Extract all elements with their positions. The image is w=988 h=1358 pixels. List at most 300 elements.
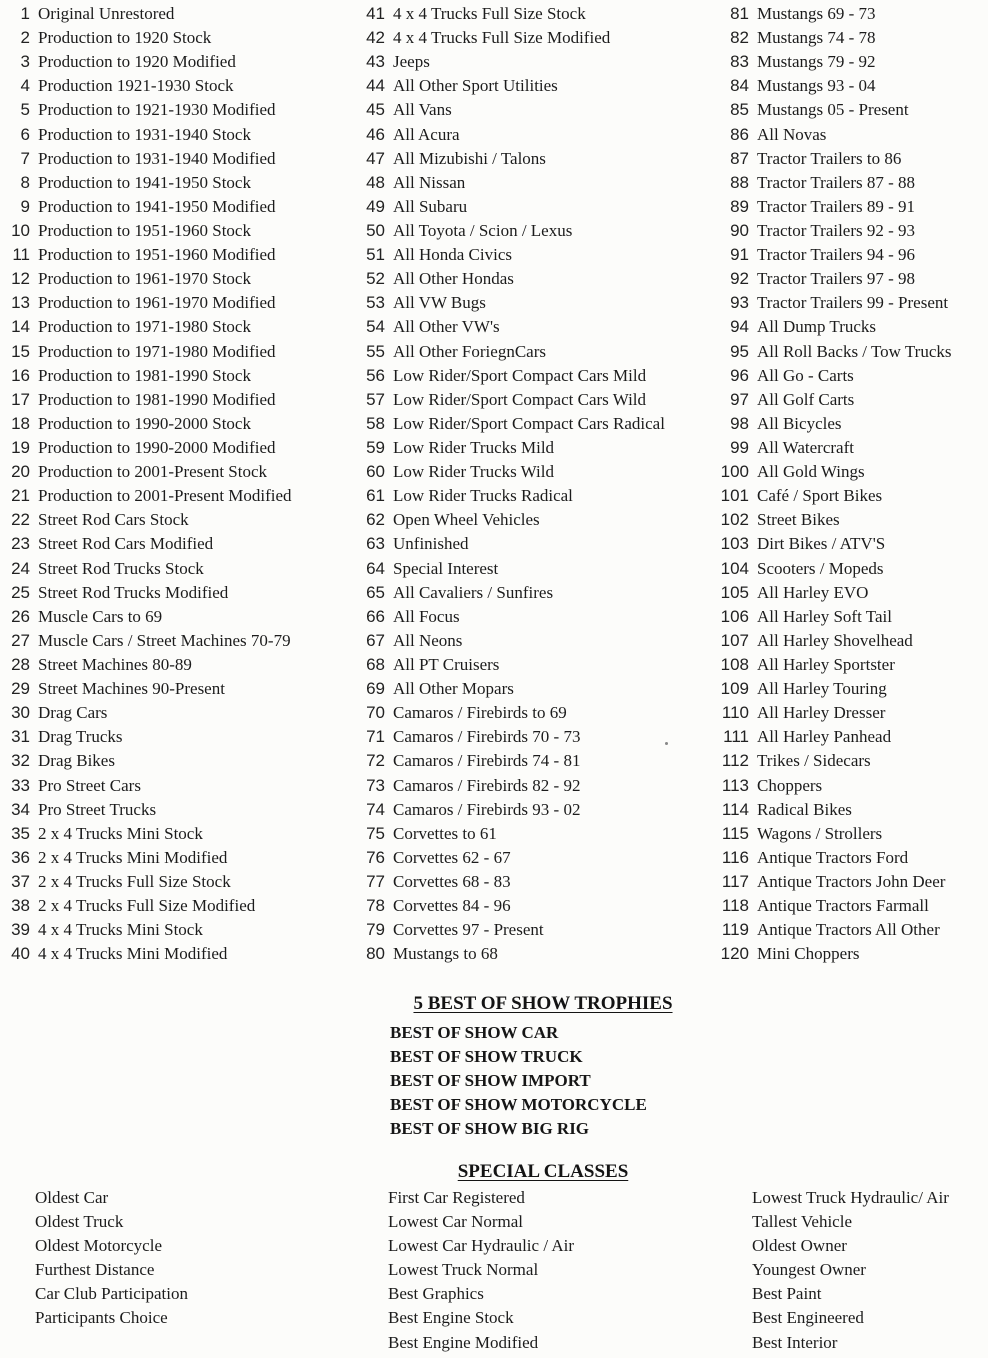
class-label: Street Bikes bbox=[757, 510, 840, 530]
class-row bbox=[6, 2, 292, 26]
class-row bbox=[705, 195, 952, 219]
class-number: 50 bbox=[366, 220, 385, 240]
class-row bbox=[357, 557, 665, 581]
class-row bbox=[6, 267, 292, 291]
class-row bbox=[6, 870, 292, 894]
class-row bbox=[6, 894, 292, 918]
class-number: 13 bbox=[11, 293, 30, 313]
class-row bbox=[6, 436, 292, 460]
class-number: 79 bbox=[366, 920, 385, 940]
class-row bbox=[357, 508, 665, 532]
special-class-item: Lowest Car Hydraulic / Air bbox=[388, 1236, 575, 1256]
class-label: Jeeps bbox=[393, 52, 430, 72]
class-number: 8 bbox=[20, 172, 30, 192]
class-number: 91 bbox=[730, 245, 749, 265]
class-label: Low Rider Trucks Radical bbox=[393, 486, 573, 506]
class-number: 19 bbox=[11, 437, 30, 457]
class-number: 75 bbox=[366, 823, 385, 843]
class-number: 85 bbox=[730, 100, 749, 120]
class-label: All Harley Shovelhead bbox=[757, 630, 913, 650]
class-number: 68 bbox=[366, 654, 385, 674]
class-number: 46 bbox=[366, 124, 385, 144]
class-number: 61 bbox=[366, 486, 385, 506]
class-number: 14 bbox=[11, 317, 30, 337]
class-number: 106 bbox=[720, 606, 749, 626]
class-number: 10 bbox=[11, 220, 30, 240]
class-label: Street Rod Cars Modified bbox=[38, 534, 214, 554]
class-label: Mini Choppers bbox=[757, 944, 860, 964]
class-label: Pro Street Cars bbox=[38, 775, 141, 795]
class-label: All Other ForiegnCars bbox=[393, 341, 546, 361]
class-label: Tractor Trailers 87 - 88 bbox=[757, 172, 916, 192]
class-label: Low Rider Trucks Mild bbox=[393, 437, 555, 457]
class-label: Street Rod Cars Stock bbox=[38, 510, 189, 530]
trophy-item: BEST OF SHOW IMPORT bbox=[390, 1071, 591, 1091]
class-number: 4 bbox=[20, 76, 30, 96]
class-row bbox=[705, 532, 952, 556]
class-row bbox=[6, 508, 292, 532]
class-row bbox=[357, 846, 665, 870]
class-label: All PT Cruisers bbox=[393, 654, 500, 674]
class-row bbox=[357, 701, 665, 725]
best-of-show-trophy-list bbox=[390, 1021, 647, 1141]
class-number: 84 bbox=[730, 76, 749, 96]
class-number: 65 bbox=[366, 582, 385, 602]
class-label: Muscle Cars / Street Machines 70-79 bbox=[38, 630, 291, 650]
class-label: Tractor Trailers 92 - 93 bbox=[757, 220, 916, 240]
class-label: Wagons / Strollers bbox=[757, 823, 883, 843]
class-row bbox=[6, 629, 292, 653]
class-row bbox=[6, 364, 292, 388]
class-number: 72 bbox=[366, 751, 385, 771]
class-number: 44 bbox=[366, 76, 385, 96]
class-row bbox=[357, 364, 665, 388]
class-number: 76 bbox=[366, 847, 385, 867]
class-label: All Toyota / Scion / Lexus bbox=[393, 220, 573, 240]
class-row bbox=[705, 74, 952, 98]
class-number: 17 bbox=[11, 389, 30, 409]
class-label: All Harley Touring bbox=[757, 679, 887, 699]
class-row bbox=[705, 942, 952, 966]
class-number: 80 bbox=[366, 944, 385, 964]
class-label: Production to 1931-1940 Stock bbox=[38, 124, 251, 144]
class-label: All Go - Carts bbox=[757, 365, 854, 385]
class-row bbox=[705, 2, 952, 26]
class-number: 112 bbox=[721, 751, 749, 771]
special-class-item: Best Graphics bbox=[388, 1284, 484, 1304]
class-row bbox=[357, 340, 665, 364]
class-number: 55 bbox=[366, 341, 385, 361]
class-label: Production 1921-1930 Stock bbox=[38, 76, 234, 96]
class-number: 48 bbox=[366, 172, 385, 192]
class-number: 3 bbox=[20, 52, 30, 72]
class-row bbox=[357, 436, 665, 460]
class-row bbox=[705, 219, 952, 243]
special-classes-column-1 bbox=[35, 1186, 188, 1331]
class-number: 1 bbox=[20, 4, 30, 23]
class-number: 116 bbox=[721, 847, 749, 867]
class-row bbox=[705, 605, 952, 629]
class-row bbox=[6, 581, 292, 605]
special-class-item: First Car Registered bbox=[388, 1188, 525, 1207]
class-number: 41 bbox=[366, 4, 385, 23]
class-label: Production to 1920 Stock bbox=[38, 28, 212, 48]
class-number: 105 bbox=[720, 582, 749, 602]
class-row bbox=[357, 918, 665, 942]
class-label: Drag Cars bbox=[38, 703, 108, 723]
class-number: 27 bbox=[11, 630, 30, 650]
class-number: 77 bbox=[366, 871, 385, 891]
class-row bbox=[357, 605, 665, 629]
class-label: All Neons bbox=[393, 630, 463, 650]
class-label: Low Rider/Sport Compact Cars Radical bbox=[393, 413, 665, 433]
special-class-item: Youngest Owner bbox=[752, 1260, 866, 1280]
class-number: 113 bbox=[721, 775, 749, 795]
class-row bbox=[6, 147, 292, 171]
class-row bbox=[357, 50, 665, 74]
class-row bbox=[705, 774, 952, 798]
class-number: 64 bbox=[366, 558, 385, 578]
class-number: 66 bbox=[366, 606, 385, 626]
special-class-item: Oldest Truck bbox=[35, 1212, 124, 1232]
class-number: 32 bbox=[11, 751, 30, 771]
class-label: Camaros / Firebirds 70 - 73 bbox=[393, 727, 581, 747]
class-row bbox=[705, 677, 952, 701]
class-label: All Mizubishi / Talons bbox=[393, 148, 546, 168]
class-number: 97 bbox=[730, 389, 749, 409]
class-number: 9 bbox=[20, 196, 30, 216]
class-label: Antique Tractors Ford bbox=[757, 847, 909, 867]
class-number: 7 bbox=[20, 148, 30, 168]
class-row bbox=[6, 315, 292, 339]
class-row bbox=[6, 942, 292, 966]
class-row bbox=[357, 171, 665, 195]
class-row bbox=[6, 605, 292, 629]
class-row bbox=[357, 412, 665, 436]
special-classes-title: SPECIAL CLASSES bbox=[457, 1161, 629, 1182]
class-number: 24 bbox=[11, 558, 30, 578]
class-number: 120 bbox=[720, 944, 749, 964]
class-label: 4 x 4 Trucks Mini Modified bbox=[38, 944, 228, 964]
class-list-column-2 bbox=[357, 2, 665, 966]
class-row bbox=[357, 725, 665, 749]
class-label: Low Rider/Sport Compact Cars Wild bbox=[393, 389, 647, 409]
special-classes-column-3 bbox=[752, 1186, 949, 1355]
class-label: Production to 1961-1970 Stock bbox=[38, 269, 251, 289]
class-label: All Harley Sportster bbox=[757, 654, 895, 674]
class-label: Tractor Trailers 99 - Present bbox=[757, 293, 949, 313]
special-classes-column-2 bbox=[388, 1186, 574, 1355]
class-label: Production to 1990-2000 Modified bbox=[38, 437, 276, 457]
class-label: Production to 1941-1950 Modified bbox=[38, 196, 276, 216]
class-row bbox=[705, 846, 952, 870]
class-row bbox=[6, 291, 292, 315]
class-row bbox=[6, 653, 292, 677]
class-label: Tractor Trailers 97 - 98 bbox=[757, 269, 916, 289]
class-row bbox=[357, 798, 665, 822]
class-row bbox=[6, 26, 292, 50]
class-number: 111 bbox=[723, 727, 749, 747]
trophy-item: BEST OF SHOW MOTORCYCLE bbox=[390, 1095, 647, 1115]
class-label: 2 x 4 Trucks Mini Stock bbox=[38, 823, 203, 843]
class-row bbox=[705, 412, 952, 436]
class-number: 42 bbox=[366, 28, 385, 48]
class-number: 87 bbox=[730, 148, 749, 168]
class-number: 67 bbox=[366, 630, 385, 650]
class-number: 98 bbox=[730, 413, 749, 433]
class-row bbox=[357, 195, 665, 219]
class-label: Mustangs 05 - Present bbox=[757, 100, 909, 120]
special-class-item: Best Interior bbox=[752, 1332, 838, 1352]
class-row bbox=[6, 123, 292, 147]
class-number: 35 bbox=[11, 823, 30, 843]
class-row bbox=[6, 50, 292, 74]
class-label: Mustangs 79 - 92 bbox=[757, 52, 876, 72]
class-number: 26 bbox=[11, 606, 30, 626]
class-label: All Nissan bbox=[393, 172, 466, 192]
special-class-item: Lowest Truck Hydraulic/ Air bbox=[752, 1188, 949, 1207]
class-label: Corvettes 62 - 67 bbox=[393, 847, 511, 867]
special-class-item: Oldest Car bbox=[35, 1188, 109, 1207]
class-row bbox=[705, 171, 952, 195]
class-row bbox=[357, 629, 665, 653]
class-number: 95 bbox=[730, 341, 749, 361]
class-label: Tractor Trailers 89 - 91 bbox=[757, 196, 916, 216]
class-label: Antique Tractors Farmall bbox=[757, 896, 929, 916]
class-label: Production to 1981-1990 Stock bbox=[38, 365, 251, 385]
class-label: Low Rider Trucks Wild bbox=[393, 462, 554, 482]
special-class-item: Furthest Distance bbox=[35, 1260, 155, 1280]
class-row bbox=[357, 291, 665, 315]
class-number: 89 bbox=[730, 196, 749, 216]
class-number: 81 bbox=[730, 4, 749, 23]
class-row bbox=[705, 340, 952, 364]
class-row bbox=[6, 701, 292, 725]
class-number: 69 bbox=[366, 679, 385, 699]
class-number: 29 bbox=[11, 679, 30, 699]
class-label: Production to 1971-1980 Modified bbox=[38, 341, 276, 361]
class-number: 23 bbox=[11, 534, 30, 554]
class-label: Street Rod Trucks Stock bbox=[38, 558, 204, 578]
class-label: All Vans bbox=[393, 100, 452, 120]
class-number: 70 bbox=[366, 703, 385, 723]
class-row bbox=[705, 26, 952, 50]
class-number: 53 bbox=[366, 293, 385, 313]
trophy-item: BEST OF SHOW TRUCK bbox=[390, 1047, 583, 1067]
class-number: 92 bbox=[730, 269, 749, 289]
class-number: 86 bbox=[730, 124, 749, 144]
class-row bbox=[705, 267, 952, 291]
class-label: All Bicycles bbox=[757, 413, 842, 433]
class-number: 36 bbox=[11, 847, 30, 867]
class-row bbox=[6, 484, 292, 508]
class-row bbox=[705, 484, 952, 508]
class-label: Production to 1990-2000 Stock bbox=[38, 413, 251, 433]
class-label: Original Unrestored bbox=[38, 4, 175, 23]
class-row bbox=[705, 460, 952, 484]
class-number: 28 bbox=[11, 654, 30, 674]
class-number: 16 bbox=[11, 365, 30, 385]
class-number: 49 bbox=[366, 196, 385, 216]
trophy-item: BEST OF SHOW BIG RIG bbox=[390, 1119, 590, 1139]
class-label: All Other Sport Utilities bbox=[393, 76, 558, 96]
class-row bbox=[357, 484, 665, 508]
class-label: All Subaru bbox=[393, 196, 468, 216]
scan-artifact-dot bbox=[665, 742, 668, 745]
class-row bbox=[6, 677, 292, 701]
class-number: 109 bbox=[720, 679, 749, 699]
class-number: 118 bbox=[721, 896, 749, 916]
class-label: All VW Bugs bbox=[393, 293, 486, 313]
class-number: 104 bbox=[720, 558, 749, 578]
class-row bbox=[357, 532, 665, 556]
class-label: Antique Tractors All Other bbox=[757, 920, 940, 940]
class-label: Camaros / Firebirds 74 - 81 bbox=[393, 751, 581, 771]
class-row bbox=[705, 918, 952, 942]
class-label: All Harley Panhead bbox=[757, 727, 892, 747]
class-label: Pro Street Trucks bbox=[38, 799, 157, 819]
class-label: Production to 1951-1960 Stock bbox=[38, 220, 251, 240]
class-row bbox=[6, 774, 292, 798]
class-label: Trikes / Sidecars bbox=[757, 751, 871, 771]
class-label: Production to 1921-1930 Modified bbox=[38, 100, 276, 120]
class-number: 96 bbox=[730, 365, 749, 385]
class-row bbox=[6, 171, 292, 195]
class-number: 93 bbox=[730, 293, 749, 313]
class-row bbox=[705, 557, 952, 581]
class-number: 63 bbox=[366, 534, 385, 554]
class-number: 54 bbox=[366, 317, 385, 337]
class-row bbox=[357, 98, 665, 122]
special-class-item: Oldest Owner bbox=[752, 1236, 847, 1256]
class-row bbox=[6, 532, 292, 556]
class-label: Unfinished bbox=[393, 534, 469, 554]
class-label: Production to 1951-1960 Modified bbox=[38, 245, 276, 265]
class-row bbox=[6, 74, 292, 98]
class-row bbox=[357, 26, 665, 50]
class-row bbox=[6, 798, 292, 822]
class-row bbox=[357, 581, 665, 605]
class-label: Drag Trucks bbox=[38, 727, 123, 747]
class-label: All Roll Backs / Tow Trucks bbox=[757, 341, 952, 361]
class-label: Production to 2001-Present Stock bbox=[38, 462, 268, 482]
class-row bbox=[6, 412, 292, 436]
special-class-item: Lowest Truck Normal bbox=[388, 1260, 539, 1280]
class-row bbox=[705, 822, 952, 846]
class-row bbox=[705, 436, 952, 460]
class-row bbox=[357, 822, 665, 846]
class-number: 94 bbox=[730, 317, 749, 337]
class-number: 117 bbox=[721, 871, 749, 891]
class-number: 103 bbox=[720, 534, 749, 554]
class-label: Production to 1920 Modified bbox=[38, 52, 236, 72]
class-label: Production to 1941-1950 Stock bbox=[38, 172, 251, 192]
class-label: 2 x 4 Trucks Full Size Modified bbox=[38, 896, 256, 916]
class-label: Mustangs 93 - 04 bbox=[757, 76, 876, 96]
best-of-show-trophies-title: 5 BEST OF SHOW TROPHIES bbox=[413, 993, 673, 1014]
class-label: Muscle Cars to 69 bbox=[38, 606, 163, 626]
class-label: Mustangs to 68 bbox=[393, 944, 498, 964]
class-label: Mustangs 69 - 73 bbox=[757, 4, 876, 23]
class-label: Production to 1981-1990 Modified bbox=[38, 389, 276, 409]
special-class-item: Best Engine Modified bbox=[388, 1332, 539, 1352]
class-row bbox=[357, 219, 665, 243]
class-row bbox=[705, 581, 952, 605]
class-number: 52 bbox=[366, 269, 385, 289]
class-row bbox=[705, 870, 952, 894]
class-label: 4 x 4 Trucks Full Size Modified bbox=[393, 28, 611, 48]
class-row bbox=[6, 340, 292, 364]
class-number: 58 bbox=[366, 413, 385, 433]
class-label: Production to 2001-Present Modified bbox=[38, 486, 292, 506]
class-number: 101 bbox=[720, 486, 749, 506]
class-label: Street Machines 80-89 bbox=[38, 654, 192, 674]
class-number: 25 bbox=[11, 582, 30, 602]
class-label: Production to 1931-1940 Modified bbox=[38, 148, 276, 168]
class-row bbox=[705, 388, 952, 412]
class-number: 43 bbox=[366, 52, 385, 72]
class-row bbox=[705, 147, 952, 171]
class-row bbox=[357, 942, 665, 966]
class-row bbox=[6, 98, 292, 122]
class-row bbox=[357, 460, 665, 484]
class-label: Café / Sport Bikes bbox=[757, 486, 883, 506]
class-label: Corvettes 97 - Present bbox=[393, 920, 544, 940]
class-label: Drag Bikes bbox=[38, 751, 115, 771]
class-label: 2 x 4 Trucks Full Size Stock bbox=[38, 871, 231, 891]
class-row bbox=[357, 749, 665, 773]
class-row bbox=[6, 219, 292, 243]
class-number: 40 bbox=[11, 944, 30, 964]
class-label: Choppers bbox=[757, 775, 823, 795]
class-row bbox=[6, 749, 292, 773]
class-number: 38 bbox=[11, 896, 30, 916]
class-number: 82 bbox=[730, 28, 749, 48]
class-row bbox=[705, 894, 952, 918]
class-label: Production to 1961-1970 Modified bbox=[38, 293, 276, 313]
class-label: Special Interest bbox=[393, 558, 499, 578]
class-label: Tractor Trailers 94 - 96 bbox=[757, 245, 916, 265]
class-row bbox=[357, 870, 665, 894]
class-row bbox=[357, 894, 665, 918]
class-number: 22 bbox=[11, 510, 30, 530]
class-label: 4 x 4 Trucks Mini Stock bbox=[38, 920, 203, 940]
class-label: All Harley Dresser bbox=[757, 703, 886, 723]
class-number: 37 bbox=[11, 871, 30, 891]
class-label: Corvettes 68 - 83 bbox=[393, 871, 511, 891]
class-label: Corvettes 84 - 96 bbox=[393, 896, 511, 916]
class-label: All Cavaliers / Sunfires bbox=[393, 582, 554, 602]
class-list-column-1 bbox=[6, 2, 292, 966]
class-row bbox=[705, 798, 952, 822]
class-row bbox=[357, 243, 665, 267]
class-number: 56 bbox=[366, 365, 385, 385]
class-number: 20 bbox=[11, 462, 30, 482]
class-label: Street Rod Trucks Modified bbox=[38, 582, 229, 602]
class-label: Low Rider/Sport Compact Cars Mild bbox=[393, 365, 647, 385]
class-number: 107 bbox=[720, 630, 749, 650]
class-label: Scooters / Mopeds bbox=[757, 558, 884, 578]
class-label: Camaros / Firebirds to 69 bbox=[393, 703, 567, 723]
special-class-item: Best Engineered bbox=[752, 1308, 864, 1328]
class-number: 62 bbox=[366, 510, 385, 530]
class-row bbox=[6, 243, 292, 267]
special-class-item: Participants Choice bbox=[35, 1308, 168, 1328]
class-row bbox=[6, 918, 292, 942]
class-row bbox=[357, 123, 665, 147]
class-label: All Honda Civics bbox=[393, 245, 512, 265]
class-number: 2 bbox=[20, 28, 30, 48]
